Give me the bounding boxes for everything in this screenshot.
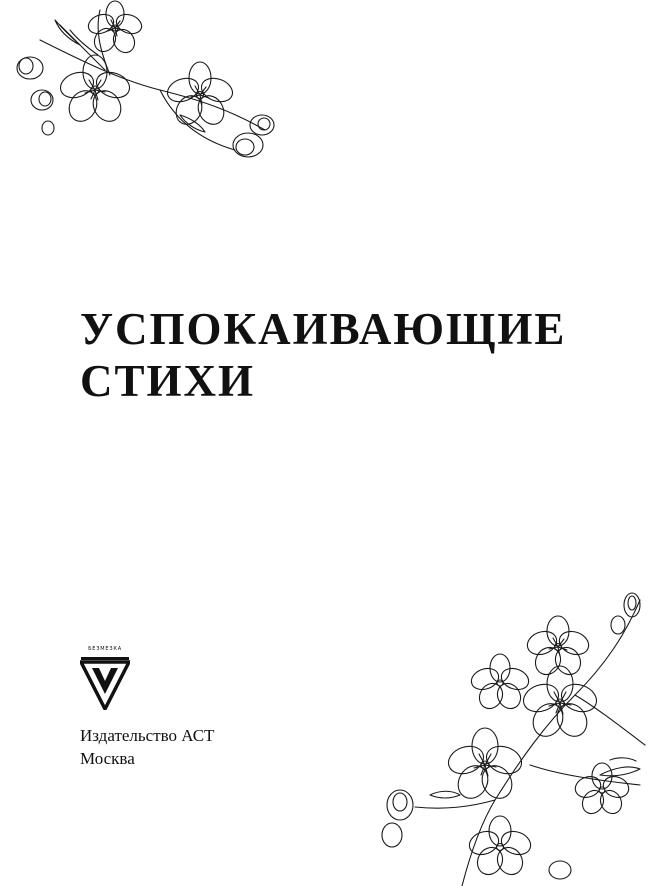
logo-imprint-text: БЕЗМЕЗКА	[88, 646, 122, 652]
title-line-2: СТИХИ	[80, 356, 256, 406]
book-title	[80, 303, 600, 407]
publisher-block	[80, 724, 214, 770]
cherry-blossom-top-icon	[0, 0, 290, 175]
v-triangle-logo-icon	[80, 648, 130, 710]
title-line-1: УСПОКАИВАЮЩИЕ	[80, 304, 567, 354]
cherry-blossom-bottom-icon	[370, 585, 650, 886]
publisher-city: Москва	[80, 749, 135, 768]
publisher-name: Издательство АСТ	[80, 726, 215, 745]
